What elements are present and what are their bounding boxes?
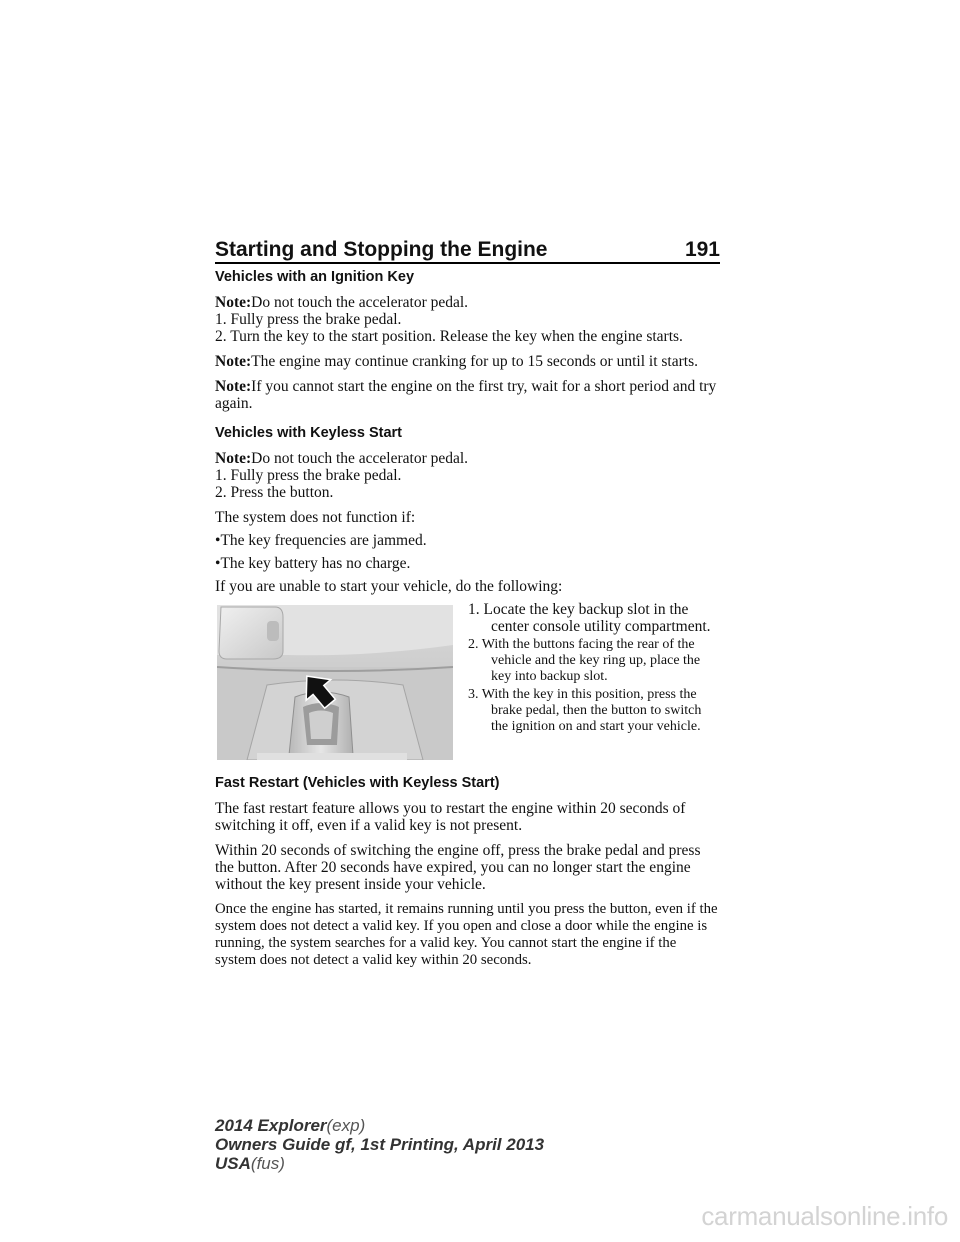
- keyless-steps: [215, 450, 720, 501]
- figure-step-2: 2. With the buttons facing the rear of the vehicle and the key ring up, place the key into backup slot.: [468, 637, 701, 684]
- key-backup-slot-illustration: [217, 605, 453, 760]
- fast-restart-paragraph-3: Once the engine has started, it remains running until you press the button, even if the system does not detect a valid key. If you open and close a door while the engine is running, the system searches for a valid key. You cannot start the engine if the system does not detect a valid key within 20 seconds.: [215, 901, 718, 968]
- note-text: Do not touch the accelerator pedal.: [251, 294, 469, 311]
- ignition-note-retry: [215, 378, 720, 412]
- page-title: Starting and Stopping the Engine: [215, 238, 548, 261]
- key-backup-slot-image: [217, 605, 453, 760]
- footer-region-line: [215, 1154, 715, 1173]
- section-heading-keyless-start: Vehicles with Keyless Start: [215, 425, 402, 441]
- note-label: Note:: [215, 378, 252, 395]
- keyless-intro: The system does not function if:: [215, 509, 416, 526]
- note-label: Note:: [215, 450, 252, 467]
- backup-slot-steps: [468, 601, 720, 760]
- note-label: Note:: [215, 294, 252, 311]
- bullet-item: [215, 532, 720, 549]
- figure-step-1: 1. Locate the key backup slot in the center console utility compartment.: [468, 601, 711, 635]
- footer-model: 2014 Explorer: [215, 1116, 327, 1135]
- unable-to-start-text: If you are unable to start your vehicle, do the following:: [215, 578, 563, 595]
- watermark: carmanualsonline.info: [701, 1201, 948, 1231]
- page-content: [215, 268, 720, 977]
- figure-step-3: 3. With the key in this position, press the brake pedal, then the button to switch the ignition on and start your vehicle.: [468, 687, 702, 734]
- footer-region-code: (fus): [250, 1154, 285, 1173]
- keyless-note: [215, 450, 720, 467]
- footer-printing-line: Owners Guide gf, 1st Printing, April 2013: [215, 1135, 545, 1154]
- backup-slot-figure-row: [215, 601, 720, 760]
- footer-region: USA: [215, 1154, 251, 1173]
- ignition-note-cranking: [215, 353, 720, 370]
- page-header: [215, 228, 720, 262]
- keyless-step-1: 1. Fully press the brake pedal.: [215, 467, 402, 484]
- ignition-step-2: 2. Turn the key to the start position. Release the key when the engine starts.: [215, 328, 683, 345]
- ignition-step-1: 1. Fully press the brake pedal.: [215, 311, 402, 328]
- header-divider: [215, 262, 720, 264]
- note-text: Do not touch the accelerator pedal.: [251, 450, 469, 467]
- note-label: Note:: [215, 353, 252, 370]
- note-text: If you cannot start the engine on the first try, wait for a short period and try again.: [215, 378, 717, 412]
- bullet-text: The key frequencies are jammed.: [220, 532, 427, 549]
- page-number: 191: [684, 238, 720, 261]
- bullet-item: [215, 555, 720, 572]
- ignition-note: [215, 294, 720, 311]
- keyless-step-2: 2. Press the button.: [215, 484, 334, 501]
- footer-model-code: (exp): [326, 1116, 366, 1135]
- bullet-icon: •: [215, 532, 221, 549]
- fast-restart-paragraph-1: The fast restart feature allows you to restart the engine within 20 seconds of switching it off, even if a valid key is not present.: [215, 800, 686, 834]
- bullet-text: The key battery has no charge.: [220, 555, 411, 572]
- bullet-icon: •: [215, 555, 221, 572]
- note-text: The engine may continue cranking for up to 15 seconds or until it starts.: [251, 353, 698, 370]
- footer-model-line: [215, 1116, 715, 1135]
- section-heading-ignition-key: Vehicles with an Ignition Key: [215, 269, 415, 285]
- page-footer: [215, 1116, 715, 1173]
- fast-restart-paragraph-2: Within 20 seconds of switching the engine off, press the brake pedal and press the button. After 20 seconds have expired, you can no longer start the engine without the key present inside your vehicle.: [215, 842, 701, 893]
- section-heading-fast-restart: Fast Restart (Vehicles with Keyless Start): [215, 775, 500, 791]
- ignition-steps: [215, 294, 720, 345]
